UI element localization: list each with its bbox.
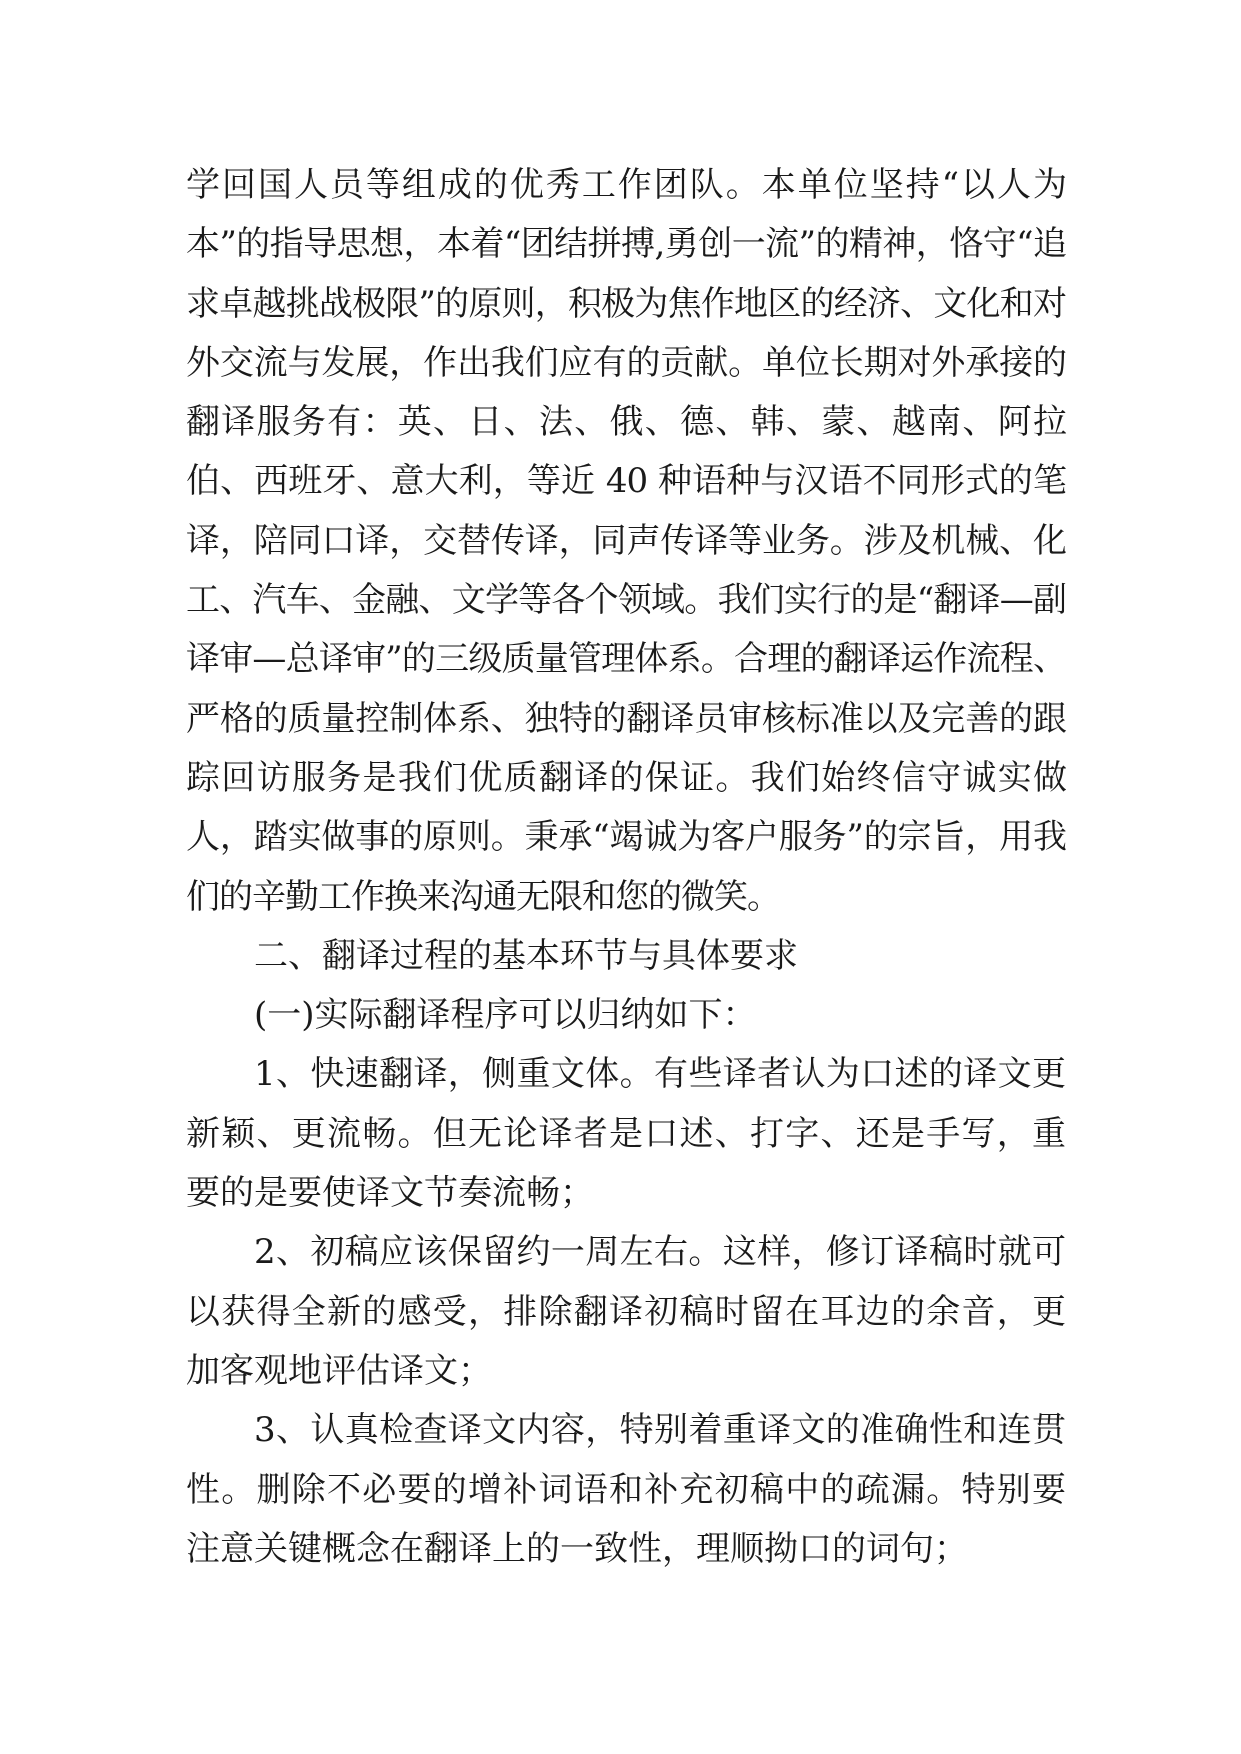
subsection-heading-translation-procedure: (一)实际翻译程序可以归纳如下： (254, 995, 757, 1036)
section-heading-translation-process: 二、翻译过程的基本环节与具体要求 (254, 935, 798, 976)
paragraph-team-intro: 学回国人员等组成的优秀工作团队。本单位坚持“以人为本”的指导思想，本着“团结拼搏,勇创一流”的精神，恪守“追求卓越挑战极限”的原则，积极为焦作地区的经济、文化和对外交流与发展，作出我们应有的贡献。单位长期对外承接的翻译服务有：英、日、法、俄、德、韩、蒙、越南、阿拉伯、西班牙、意大利，等近 40 种语种与汉语不同形式的笔译，陪同口译，交替传译，同声传译等业务。涉及机械、化工、汽车、金融、文学等各个领域。我们实行的是“翻译—副译审—总译审”的三级质量管理体系。合理的翻译运作流程、严格的质量控制体系、独特的翻译员审核标准以及完善的跟踪回访服务是我们优质翻译的保证。我们始终信守诚实做人，踏实做事的原则。秉承“竭诚为客户服务”的宗旨，用我们的辛勤工作换来沟通无限和您的微笑。 (186, 165, 1066, 917)
list-item-step-3: 3、认真检查译文内容，特别着重译文的准确性和连贯性。删除不必要的增补词语和补充初稿中的疏漏。特别要注意关键概念在翻译上的一致性，理顺拗口的词句； (186, 1410, 1066, 1569)
list-item-step-2: 2、初稿应该保留约一周左右。这样，修订译稿时就可以获得全新的感受，排除翻译初稿时留在耳边的余音，更加客观地评估译文； (186, 1232, 1066, 1391)
list-item-step-1: 1、快速翻译，侧重文体。有些译者认为口述的译文更新颖、更流畅。但无论译者是口述、打字、还是手写，重要的是要使译文节奏流畅； (186, 1054, 1066, 1214)
document-body (186, 156, 1066, 1579)
